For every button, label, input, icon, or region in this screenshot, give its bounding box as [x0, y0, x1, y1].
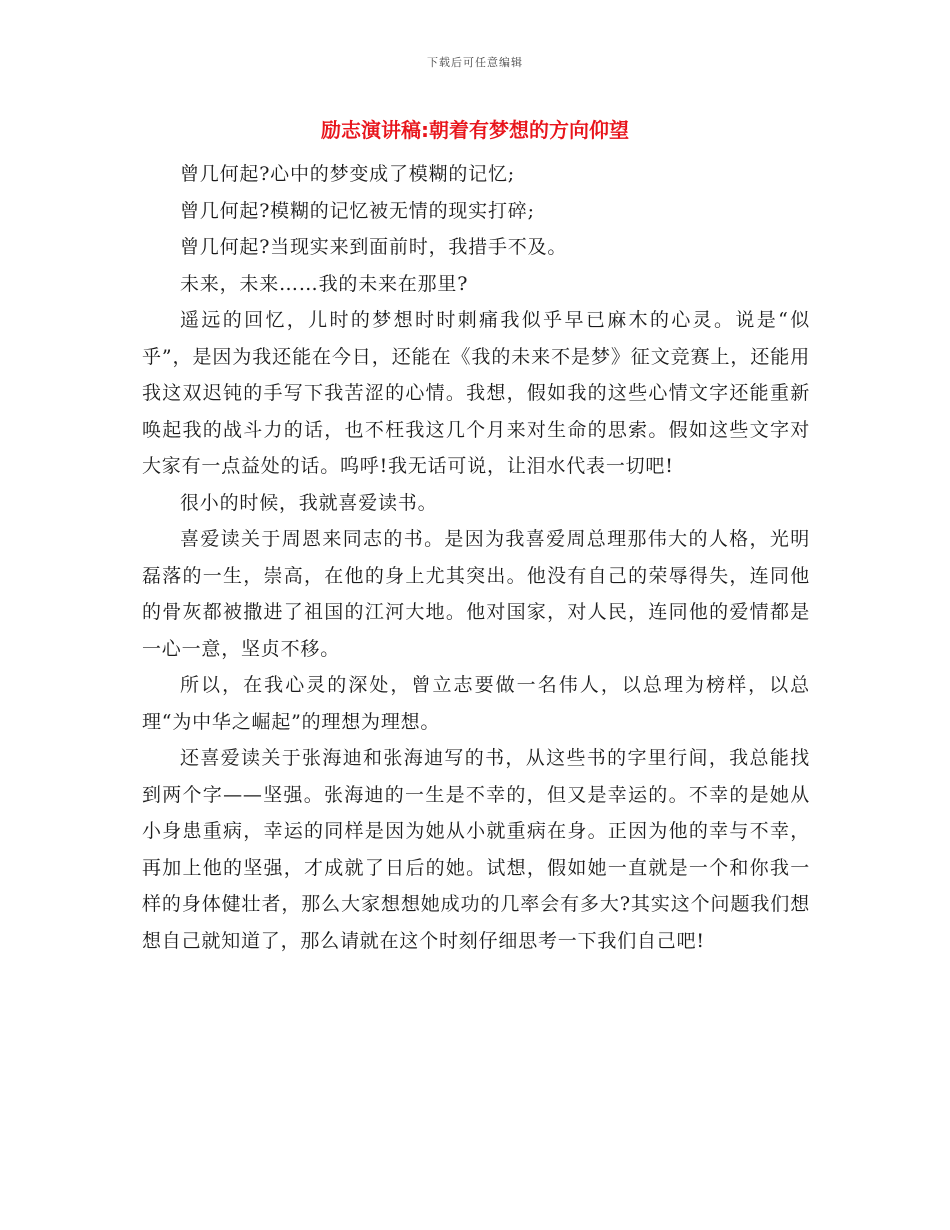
document-body	[142, 156, 810, 959]
paragraph: 曾几何起?当现实来到面前时，我措手不及。	[180, 236, 568, 258]
paragraph: 所以，在我心灵的深处，曾立志要做一名伟人，以总理为榜样，以总理“为中华之崛起”的理想为理想。	[142, 674, 810, 733]
paragraph: 很小的时候，我就喜爱读书。	[180, 491, 438, 514]
paragraph: 还喜爱读关于张海迪和张海迪写的书，从这些书的字里行间，我总能找到两个字——坚强。张海迪的一生是不幸的，但又是幸运的。不幸的是她从小身患重病，幸运的同样是因为她从小就重病在身。正因为他的幸与不幸，再加上他的坚强，才成就了日后的她。试想，假如她一直就是一个和你我一样的身体健壮者，那么大家想想她成功的几率会有多大?其实这个问题我们想想自己就知道了，那么请就在这个时刻仔细思考一下我们自己吧!	[142, 747, 810, 952]
paragraph: 遥远的回忆，儿时的梦想时时刺痛我似乎早已麻木的心灵。说是“似乎”，是因为我还能在今日，还能在《我的未来不是梦》征文竞赛上，还能用我这双迟钝的手写下我苦涩的心情。我想，假如我的这些心情文字还能重新唤起我的战斗力的话，也不枉我这几个月来对生命的思索。假如这些文字对大家有一点益处的话。呜呼!我无话可说，让泪水代表一切吧!	[142, 309, 810, 477]
paragraph: 曾几何起?心中的梦变成了模糊的记忆;	[180, 163, 515, 185]
document-title: 励志演讲稿:朝着有梦想的方向仰望	[321, 118, 629, 142]
header-note: 下载后可任意编辑	[427, 56, 523, 69]
paragraph: 喜爱读关于周恩来同志的书。是因为我喜爱周总理那伟大的人格，光明磊落的一生，崇高，在他的身上尤其突出。他没有自己的荣辱得失，连同他的骨灰都被撒进了祖国的江河大地。他对国家，对人民，连同他的爱情都是一心一意，坚贞不移。	[142, 528, 810, 660]
paragraph: 曾几何起?模糊的记忆被无情的现实打碎;	[180, 199, 535, 222]
paragraph: 未来，未来……我的未来在那里?	[180, 272, 469, 295]
